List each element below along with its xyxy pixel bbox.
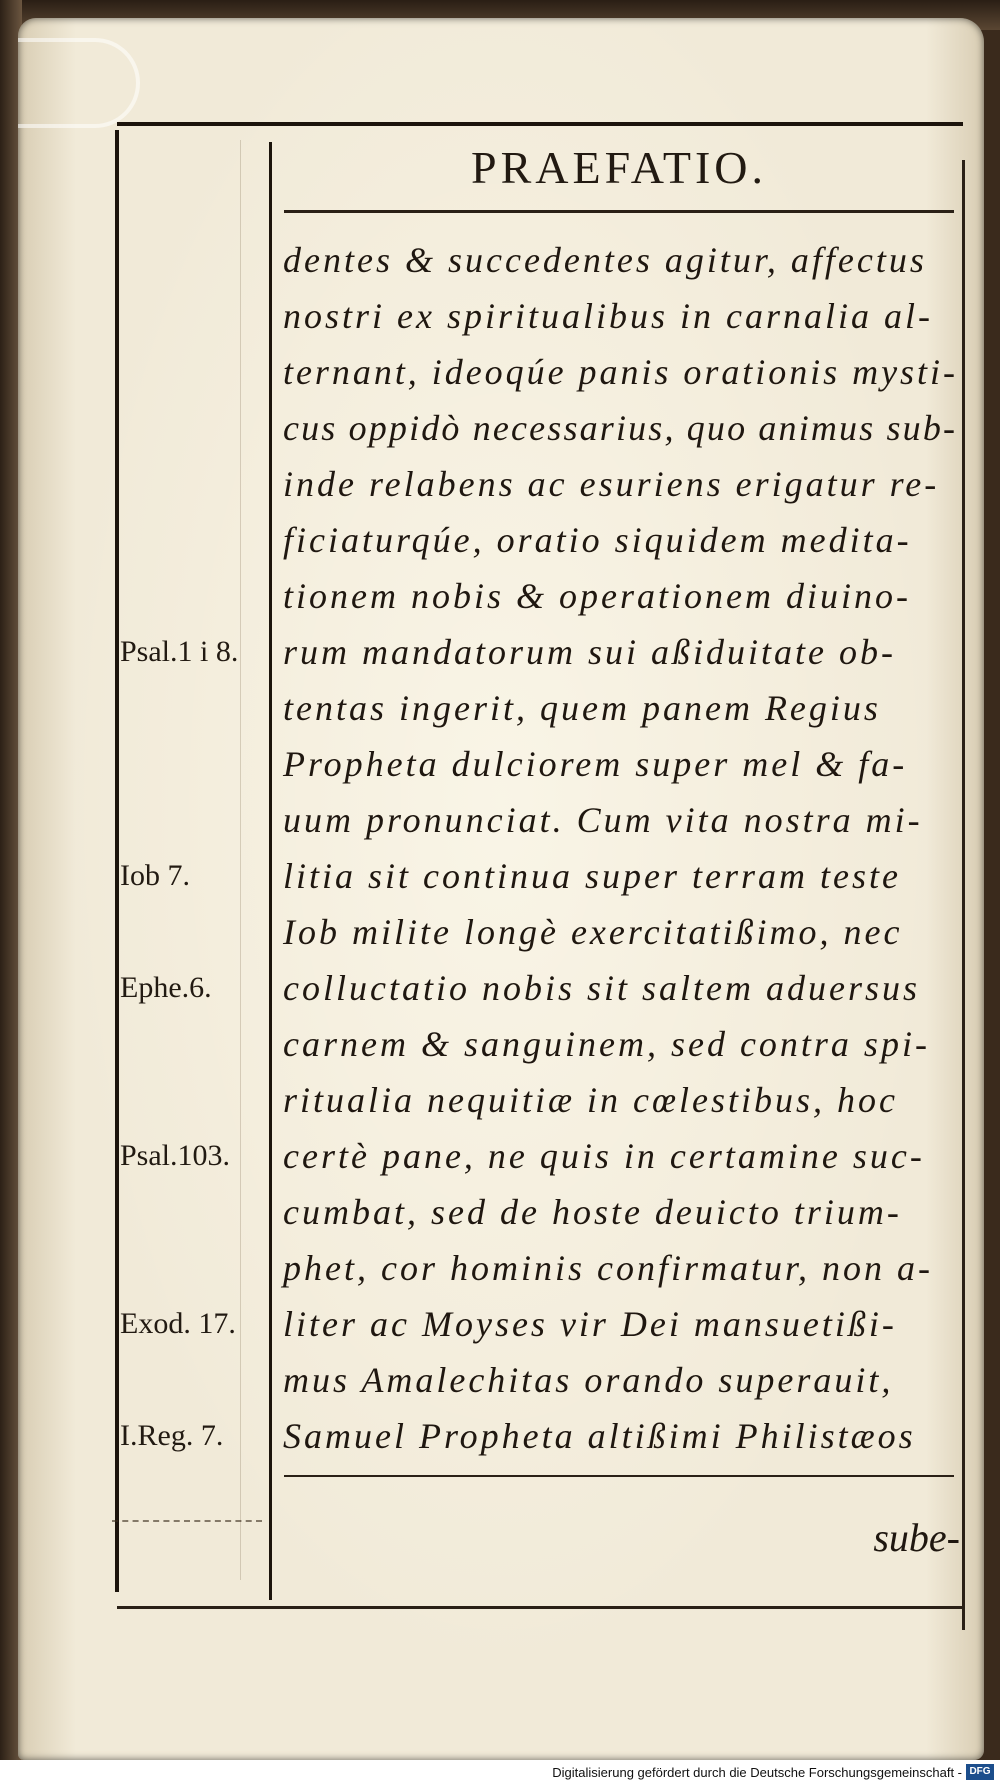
marginal-note: Ephe.6.	[120, 971, 212, 1004]
text-line: ritualia nequitiæ in cœlestibus, hoc	[283, 1080, 898, 1120]
text-line: tionem nobis & operationem diuino-	[283, 576, 911, 616]
page-corner-mark	[18, 38, 140, 128]
heading-rule	[284, 210, 954, 213]
text-line: phet, cor hominis confirmatur, non a-	[283, 1248, 933, 1288]
text-line: ternant, ideoqúe panis orationis mysti-	[283, 352, 958, 392]
text-line: nostri ex spiritualibus in carnalia al-	[283, 296, 934, 336]
catchword: sube-	[873, 1515, 960, 1560]
footer-credit-text: Digitalisierung gefördert durch die Deutsche Forschungsgemeinschaft -	[552, 1765, 962, 1780]
frame-left-rule	[115, 130, 119, 1592]
footer-rule	[284, 1475, 954, 1477]
marginal-note: Psal.1 i 8.	[120, 635, 239, 668]
text-line: Propheta dulciorem super mel & fa-	[283, 744, 908, 784]
text-line: Iob milite longè exercitatißimo, nec	[283, 912, 903, 952]
text-line: mus Amalechitas orando superauit,	[283, 1360, 894, 1400]
text-line: litia sit continua super terram teste	[283, 856, 901, 896]
digitization-footer	[0, 1760, 1000, 1785]
body-text	[283, 232, 968, 1464]
text-line: liter ac Moyses vir Dei mansuetißi-	[283, 1304, 897, 1344]
text-line: certè pane, ne quis in certamine suc-	[283, 1136, 925, 1176]
page-heading: PRAEFATIO.	[470, 142, 767, 193]
dfg-logo-icon: DFG	[966, 1764, 994, 1780]
text-line: dentes & succedentes agitur, affectus	[283, 240, 927, 280]
frame-top-rule	[117, 122, 963, 126]
text-line: Samuel Propheta altißimi Philistæos	[283, 1416, 916, 1456]
margin-dashed-rule	[112, 1520, 262, 1522]
text-line: inde relabens ac esuriens erigatur re-	[283, 464, 940, 504]
marginal-note: I.Reg. 7.	[120, 1419, 224, 1452]
text-line: rum mandatorum sui aßiduitate ob-	[283, 632, 897, 672]
text-line: ficiaturqúe, oratio siquidem medita-	[283, 520, 912, 560]
frame-bottom-rule	[117, 1606, 963, 1609]
marginal-note: Iob 7.	[120, 859, 190, 892]
text-line: tentas ingerit, quem panem Regius	[283, 688, 881, 728]
marginal-note: Exod. 17.	[120, 1307, 236, 1340]
text-line: cumbat, sed de hoste deuicto trium-	[283, 1192, 902, 1232]
text-line: cus oppidò necessarius, quo animus sub-	[283, 408, 958, 448]
marginal-note: Psal.103.	[120, 1139, 231, 1172]
text-line: carnem & sanguinem, sed contra spi-	[283, 1024, 930, 1064]
text-line: uum pronunciat. Cum vita nostra mi-	[283, 800, 923, 840]
text-line: colluctatio nobis sit saltem aduersus	[283, 968, 920, 1008]
